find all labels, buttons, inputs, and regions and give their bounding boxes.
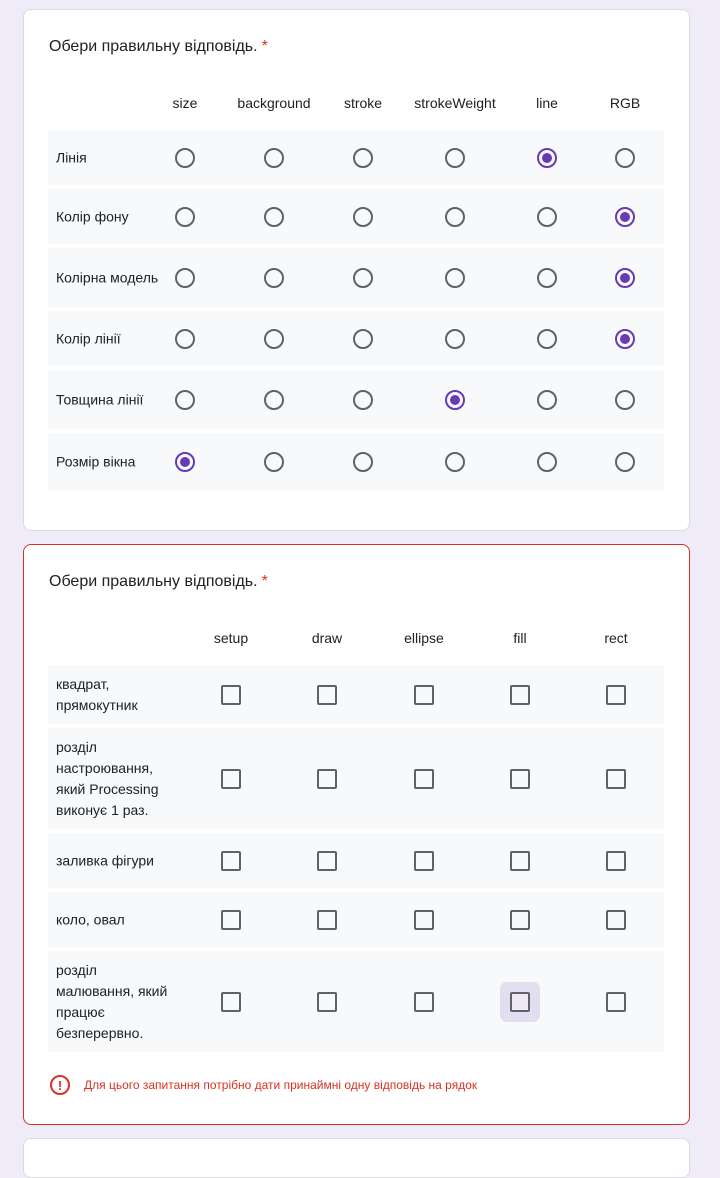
radio-option-strokeweight[interactable]: [445, 452, 465, 472]
radio-option-strokeweight[interactable]: [445, 148, 465, 168]
checkbox-option-rect[interactable]: [606, 910, 626, 930]
checkbox-option-draw[interactable]: [317, 769, 337, 789]
checkbox-option-draw[interactable]: [317, 685, 337, 705]
radio-option-size[interactable]: [175, 207, 195, 227]
grid-row: [48, 665, 664, 724]
question-2-title: [49, 573, 268, 591]
grid-row: [48, 433, 664, 491]
row-label: Колірна модель: [56, 269, 159, 285]
radio-option-background[interactable]: [264, 148, 284, 168]
radio-option-line[interactable]: [537, 207, 557, 227]
row-label: Товщина лінії: [56, 391, 144, 407]
column-header-ellipse: ellipse: [404, 630, 444, 646]
row-label: розділ настроювання, який Processing виконує 1 раз.: [56, 738, 159, 818]
radio-option-rgb[interactable]: [615, 207, 635, 227]
column-header-background: background: [237, 95, 311, 111]
radio-option-background[interactable]: [264, 329, 284, 349]
question-1-title-text: Обери правильну відповідь.: [49, 38, 258, 55]
radio-option-size[interactable]: [175, 148, 195, 168]
grid-row: [48, 728, 664, 829]
column-header-setup: setup: [213, 630, 249, 646]
checkbox-option-rect[interactable]: [606, 769, 626, 789]
radio-option-line[interactable]: [537, 329, 557, 349]
grid-row: [48, 892, 664, 947]
checkbox-option-setup[interactable]: [221, 851, 241, 871]
radio-option-rgb[interactable]: [615, 148, 635, 168]
radio-option-strokeweight[interactable]: [445, 329, 465, 349]
grid-row: [48, 951, 664, 1052]
radio-option-rgb[interactable]: [615, 329, 635, 349]
radio-option-size[interactable]: [175, 390, 195, 410]
checkbox-option-ellipse[interactable]: [414, 910, 434, 930]
radio-option-stroke[interactable]: [353, 390, 373, 410]
checkbox-option-fill[interactable]: [510, 992, 530, 1012]
radio-option-size[interactable]: [175, 329, 195, 349]
grid-row: [48, 189, 664, 244]
radio-option-rgb[interactable]: [615, 268, 635, 288]
radio-option-rgb[interactable]: [615, 390, 635, 410]
radio-option-size[interactable]: [175, 452, 195, 472]
grid-row: [48, 248, 664, 307]
column-header-fill: fill: [513, 630, 527, 646]
grid-row: [48, 130, 664, 185]
question-card-1: [23, 9, 690, 531]
row-label: коло, овал: [56, 911, 125, 927]
question-card-2: [23, 544, 690, 1125]
row-label: квадрат, прямокутник: [56, 675, 138, 713]
column-header-draw: draw: [311, 630, 343, 646]
grid-row: [48, 833, 664, 888]
column-header-rgb: RGB: [609, 95, 641, 111]
row-label: Лінія: [56, 149, 87, 165]
checkbox-option-setup[interactable]: [221, 992, 241, 1012]
grid-row: [48, 370, 664, 429]
row-label: розділ малювання, який працює безперервно.: [56, 961, 168, 1041]
required-mark: *: [261, 38, 268, 55]
validation-error: [50, 1073, 477, 1097]
row-label: Розмір вікна: [56, 453, 136, 470]
column-header-rect: rect: [604, 630, 628, 646]
checkbox-option-setup[interactable]: [221, 769, 241, 789]
radio-option-stroke[interactable]: [353, 148, 373, 168]
radio-option-stroke[interactable]: [353, 207, 373, 227]
grid-row: [48, 311, 664, 366]
radio-option-line[interactable]: [537, 268, 557, 288]
checkbox-option-fill[interactable]: [510, 685, 530, 705]
column-header-strokeweight: strokeWeight: [414, 95, 496, 111]
radio-option-line[interactable]: [537, 148, 557, 168]
radio-option-strokeweight[interactable]: [445, 268, 465, 288]
checkbox-option-setup[interactable]: [221, 910, 241, 930]
radio-option-strokeweight[interactable]: [445, 390, 465, 410]
checkbox-option-fill[interactable]: [510, 910, 530, 930]
question-2-title-text: Обери правильну відповідь.: [49, 573, 258, 590]
radio-option-strokeweight[interactable]: [445, 207, 465, 227]
radio-option-size[interactable]: [175, 268, 195, 288]
checkbox-option-draw[interactable]: [317, 851, 337, 871]
checkbox-option-fill[interactable]: [510, 851, 530, 871]
radio-option-stroke[interactable]: [353, 268, 373, 288]
checkbox-option-ellipse[interactable]: [414, 851, 434, 871]
checkbox-option-ellipse[interactable]: [414, 769, 434, 789]
checkbox-option-fill[interactable]: [510, 769, 530, 789]
radio-option-rgb[interactable]: [615, 452, 635, 472]
required-mark: *: [261, 573, 268, 590]
radio-option-line[interactable]: [537, 390, 557, 410]
radio-option-background[interactable]: [264, 390, 284, 410]
radio-option-line[interactable]: [537, 452, 557, 472]
row-label: Колір фону: [56, 208, 129, 224]
error-message: Для цього запитання потрібно дати принаймні одну відповідь на рядок: [84, 1078, 478, 1092]
column-header-size: size: [172, 95, 198, 111]
radio-option-stroke[interactable]: [353, 452, 373, 472]
radio-option-background[interactable]: [264, 268, 284, 288]
column-header-stroke: stroke: [343, 95, 383, 111]
column-header-line: line: [536, 95, 558, 111]
checkbox-option-draw[interactable]: [317, 992, 337, 1012]
row-label: заливка фігури: [56, 852, 154, 868]
error-icon: !: [50, 1075, 70, 1095]
radio-option-background[interactable]: [264, 207, 284, 227]
radio-option-stroke[interactable]: [353, 329, 373, 349]
checkbox-option-ellipse[interactable]: [414, 685, 434, 705]
checkbox-option-rect[interactable]: [606, 992, 626, 1012]
checkbox-option-draw[interactable]: [317, 910, 337, 930]
question-1-title: [49, 38, 268, 56]
row-label: Колір лінії: [56, 330, 121, 346]
radio-option-background[interactable]: [264, 452, 284, 472]
checkbox-option-rect[interactable]: [606, 685, 626, 705]
question-card-3: [23, 1138, 690, 1178]
checkbox-option-rect[interactable]: [606, 851, 626, 871]
checkbox-option-setup[interactable]: [221, 685, 241, 705]
checkbox-option-ellipse[interactable]: [414, 992, 434, 1012]
